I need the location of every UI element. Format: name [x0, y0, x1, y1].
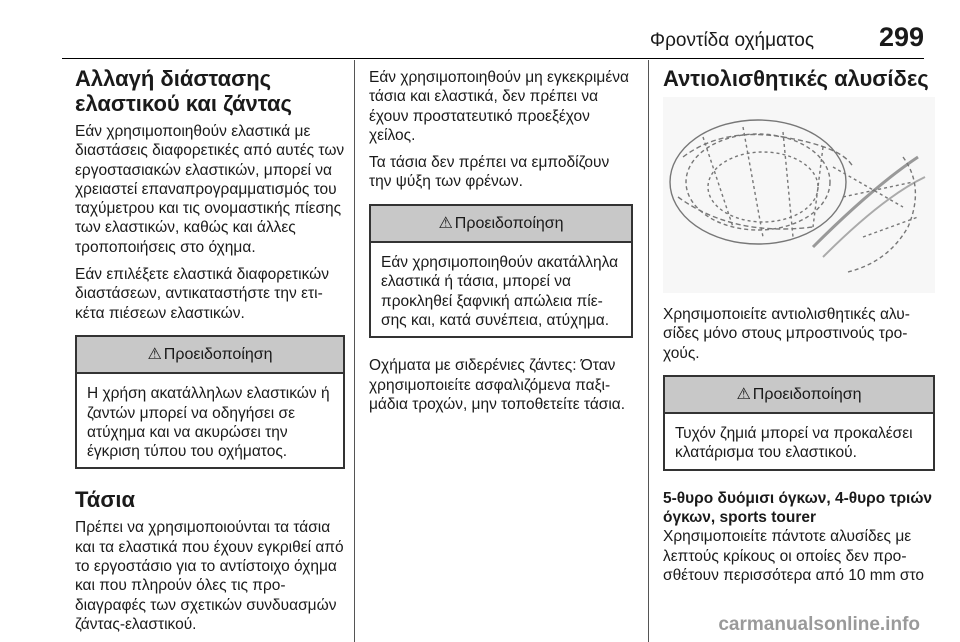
warning-box	[75, 335, 345, 469]
column-divider	[354, 60, 355, 642]
warning-title: Προειδοποίηση	[454, 214, 564, 232]
heading-tyre-size-change: Αλλαγή διάστασης ελαστικού και ζάντας	[75, 66, 292, 116]
warning-box	[369, 204, 633, 338]
column-1	[75, 66, 345, 642]
page-header	[0, 12, 924, 52]
warning-icon: ⚠	[438, 214, 453, 232]
subheading-body-types: 5-θυρο δυόμισι όγκων, 4-θυρο τριών όγκων, sports tourer	[663, 489, 933, 527]
paragraph: Εάν χρησιμοποιηθούν ελαστικά με διαστάσεις διαφορετικές από αυτές των εργοστασιακών ελαστικών, μπορεί να χρειαστεί επαναπρογραμματισμός του ταχύμετρου και τις ονομαστικής πίεσης των ελαστικών, καθώς και άλλες τροποποιήσεις στο όχημα.	[75, 123, 345, 256]
warning-title: Προειδοποίηση	[752, 385, 862, 403]
warning-header	[371, 206, 631, 243]
warning-header	[77, 337, 343, 374]
paragraph: Πρέπει να χρησιμοποιούνται τα τάσια και τα ελαστικά που έχουν εγκριθεί από το εργοστάσιο για το αντίστοιχο όχημα και που πληρούν όλες τις προδιαγραφές των σχετικών συνδυασμών ζάντας-ελαστικού.	[75, 519, 344, 633]
page-number: 299	[878, 22, 924, 52]
paragraph: Οχήματα με σιδερένιες ζάντες: Όταν χρησιμοποιείτε ασφαλιζόμενα παξιμάδια τροχών, μην τοποθετείτε τάσια.	[369, 357, 626, 413]
heading-snow-chains: Αντιολισθητικές αλυσίδες	[663, 66, 929, 91]
warning-text: Τυχόν ζημιά μπορεί να προκαλέσει κλατάρισμα του ελαστικού.	[675, 425, 913, 462]
paragraph: Χρησιμοποιείτε αντιολισθητικές αλυσίδες μόνο στους μπροστινούς τροχούς.	[663, 306, 910, 362]
paragraph: Χρησιμοποιείτε πάντοτε αλυσίδες με λεπτούς κρίκους οι οποίες δεν προσθέτουν περισσότερα από 10 mm στο	[663, 528, 925, 584]
warning-icon: ⚠	[147, 345, 162, 363]
heading-wheel-covers: Τάσια	[75, 487, 136, 513]
section-title: Φροντίδα οχήματος	[649, 30, 814, 51]
warning-icon: ⚠	[736, 385, 751, 403]
warning-text: Η χρήση ακατάλληλων ελαστικών ή ζαντών μπορεί να οδηγήσει σε ατύχημα και να ακυρώσει την έγκριση τύπου του οχήματος.	[87, 385, 330, 461]
warning-text: Εάν χρησιμοποιηθούν ακατάλληλα ελαστικά ή τάσια, μπορεί να προκληθεί ξαφνική απώλεια πίεσης και, κατά συνέπεια, ατύχημα.	[381, 254, 619, 329]
header-rule	[62, 58, 924, 59]
paragraph: Εάν επιλέξετε ελαστικά διαφορετικών διαστάσεων, αντικαταστήστε την ετικέτα πιέσεων ελαστικών.	[75, 266, 330, 322]
paragraph: Εάν χρησιμοποιηθούν μη εγκεκριμένα τάσια και ελαστικά, δεν πρέπει να έχουν προστατευτικό προεξέχον χείλος.	[369, 69, 629, 144]
column-3	[663, 66, 935, 593]
warning-box	[663, 375, 935, 471]
warning-title: Προειδοποίηση	[163, 345, 273, 363]
snow-chains-drawing	[663, 97, 935, 293]
warning-header	[665, 377, 933, 414]
paragraph: Τα τάσια δεν πρέπει να εμποδίζουν την ψύξη των φρένων.	[369, 154, 610, 191]
column-divider	[648, 60, 649, 642]
snow-chains-illustration	[663, 97, 935, 293]
watermark: carmanualsonline.info	[718, 614, 920, 635]
column-2	[369, 68, 633, 422]
